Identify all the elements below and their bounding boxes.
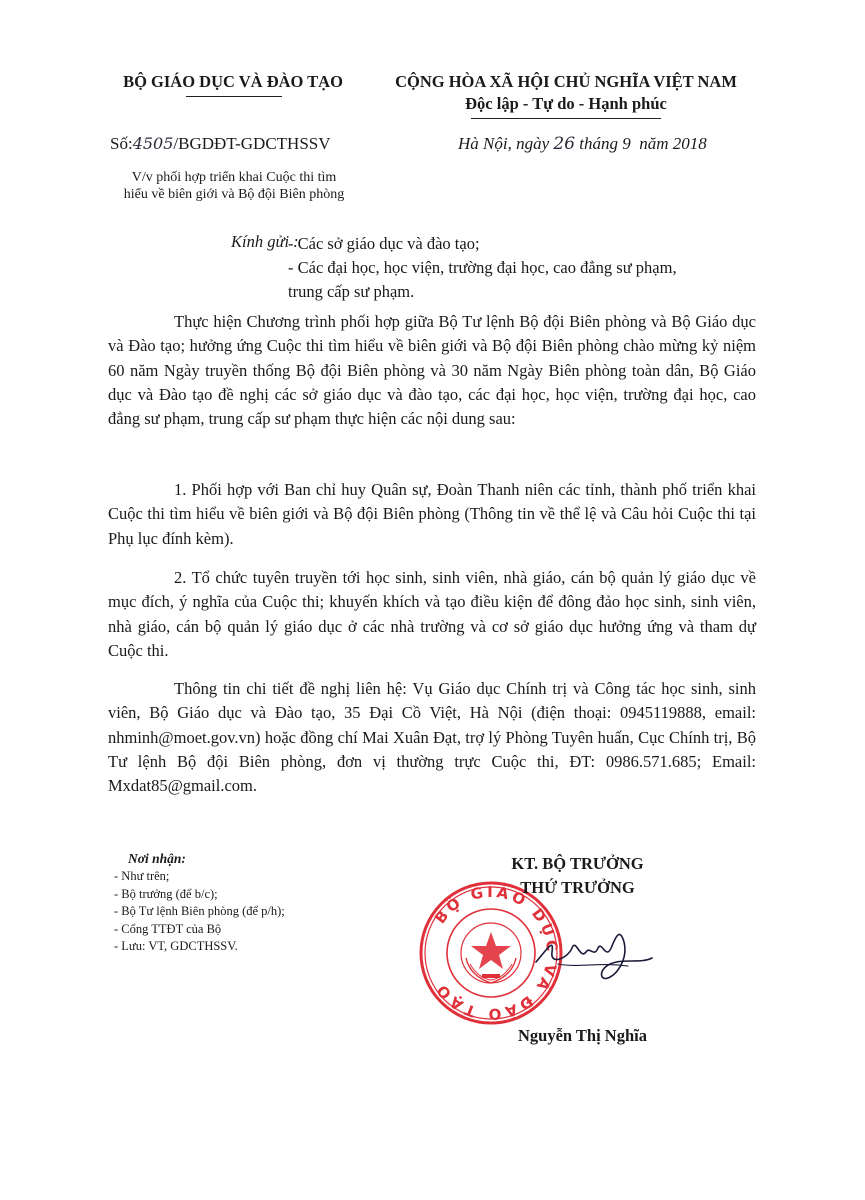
date-month-text: tháng: [579, 134, 619, 153]
signature-title-line-2: THỨ TRƯỞNG: [520, 878, 635, 897]
date-prefix: Hà Nội, ngày: [458, 134, 550, 153]
handwritten-signature-icon: [528, 918, 658, 984]
date-year: năm 2018: [639, 134, 707, 153]
date-day-handwritten: 26: [553, 134, 576, 154]
issuing-agency: BỘ GIÁO DỤC VÀ ĐÀO TẠO: [123, 72, 343, 91]
subject-line-1: V/v phối hợp triển khai Cuộc thi tìm: [131, 170, 337, 185]
addressee-label: Kính gửi :: [231, 232, 299, 251]
distribution-item: - Bộ trưởng (để b/c);: [114, 886, 218, 901]
subject-line: [88, 169, 380, 203]
distribution-list: [114, 868, 285, 956]
country-name: CỘNG HÒA XÃ HỘI CHỦ NGHĨA VIỆT NAM: [395, 72, 737, 91]
distribution-item: - Lưu: VT, GDCTHSSV.: [114, 939, 238, 953]
addressee-item-2-cont: trung cấp sư phạm.: [288, 282, 415, 301]
signature-title-line-1: KT. BỘ TRƯỞNG: [511, 854, 644, 873]
signature-title: [475, 852, 680, 900]
subject-line-2: hiểu về biên giới và Bộ đội Biên phòng: [123, 187, 345, 202]
agency-underline: [186, 96, 282, 97]
svg-text:BỘ GIÁO DỤC VÀ ĐÀO TẠO: BỘ GIÁO DỤC VÀ ĐÀO TẠO: [431, 882, 562, 1024]
distribution-title: Nơi nhận:: [128, 851, 186, 866]
issue-date: [458, 134, 707, 154]
doc-number-suffix: /BGDĐT-GDCTHSSV: [173, 134, 331, 153]
addressee-item-2: - Các đại học, học viện, trường đại học, cao đẳng sư phạm,: [288, 258, 677, 277]
body-paragraph-4: Thông tin chi tiết đề nghị liên hệ: Vụ Giáo dục Chính trị và Công tác học sinh, sinh viên, Bộ Giáo dục và Đào tạo, 35 Đại Cồ Việt, Hà Nội (điện thoại: 0945119888, email: nhminh@moet.gov.vn) hoặc đồng chí Mai Xuân Đạt, trợ lý Phòng Tuyên huấn, Cục Chính trị, Bộ Tư lệnh Bộ đội Biên phòng, đơn vị thường trực Cuộc thi, ĐT: 0986.571.685; Email: Mxdat85@gmail.com.: [108, 679, 756, 796]
body-paragraph-1: Thực hiện Chương trình phối hợp giữa Bộ Tư lệnh Bộ đội Biên phòng và Bộ Giáo dục và Đào tạo; hưởng ứng Cuộc thi tìm hiểu về biên giới và Bộ đội Biên phòng chào mừng kỷ niệm 60 năm Ngày truyền thống Bộ đội Biên phòng và 30 năm Ngày Biên phòng toàn dân, Bộ Giáo dục và Đào tạo đề nghị các sở giáo dục và đào tạo, các đại học, học viện, trường đại học, cao đẳng sư phạm, trung cấp sư phạm thực hiện các nội dung sau:: [108, 312, 756, 429]
motto-underline: [471, 118, 661, 119]
distribution-item: - Bộ Tư lệnh Biên phòng (để p/h);: [114, 904, 285, 918]
body-paragraph-2: 1. Phối hợp với Ban chỉ huy Quân sự, Đoàn Thanh niên các tỉnh, thành phố triển khai Cuộc thi tìm hiểu về biên giới và Bộ đội Biên phòng (Thông tin về thể lệ và Câu hỏi Cuộc thi tại Phụ lục đính kèm).: [108, 480, 756, 548]
addressee-list: [288, 232, 758, 304]
doc-number-handwritten: 4505: [132, 134, 174, 153]
distribution-item: - Như trên;: [114, 869, 170, 883]
distribution-item: - Cổng TTĐT của Bộ: [114, 921, 222, 936]
signatory-name: Nguyễn Thị Nghĩa: [518, 1026, 647, 1045]
doc-number-prefix: Số:: [110, 134, 133, 153]
body-paragraph-3: 2. Tổ chức tuyên truyền tới học sinh, sinh viên, nhà giáo, cán bộ quản lý giáo dục về mục đích, ý nghĩa của Cuộc thi; khuyến khích và tạo điều kiện để đông đảo học sinh, sinh viên, nhà giáo, cán bộ quản lý giáo dục ở các nhà trường và cơ sở giáo dục hưởng ứng và tham dự Cuộc thi.: [108, 568, 756, 660]
document-number: [110, 134, 331, 154]
national-motto: Độc lập - Tự do - Hạnh phúc: [465, 94, 667, 113]
date-month: 9: [622, 134, 631, 153]
addressee-item-1: - Các sở giáo dục và đào tạo;: [288, 234, 480, 253]
